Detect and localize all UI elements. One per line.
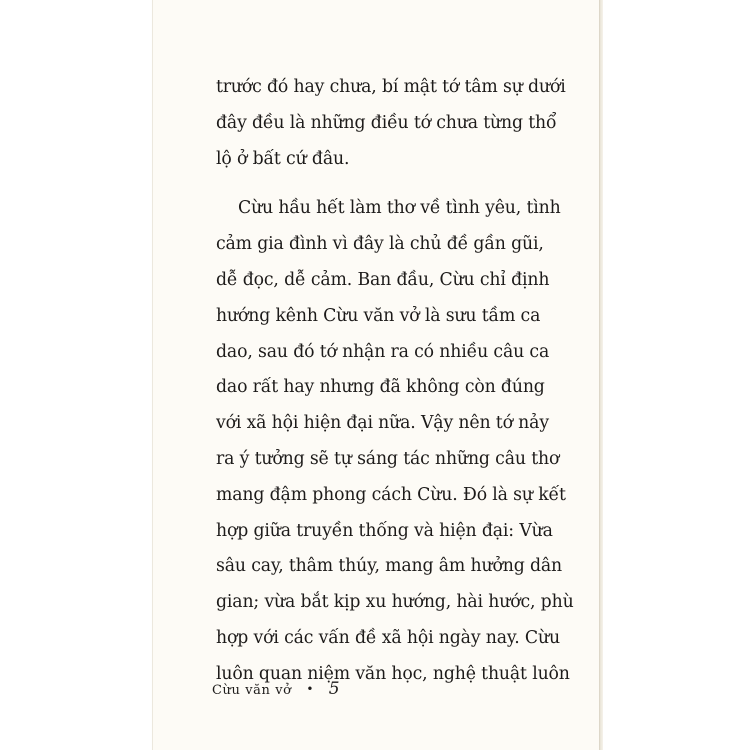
- page-number: 5: [328, 679, 341, 699]
- text-line: với xã hội hiện đại nữa. Vậy nên tớ nảy: [216, 413, 549, 434]
- running-title: Cừu văn vở: [212, 683, 292, 698]
- text-line: luôn quan niệm văn học, nghệ thuật luôn: [216, 663, 570, 684]
- text-line: Cừu hầu hết làm thơ về tình yêu, tình: [238, 198, 561, 219]
- text-line: hợp với các vấn đề xã hội ngày nay. Cừu: [216, 627, 560, 648]
- text-line: trước đó hay chưa, bí mật tớ tâm sự dưới: [216, 77, 566, 97]
- text-line: ra ý tưởng sẽ tự sáng tác những câu thơ: [216, 448, 560, 469]
- text-line: gian; vừa bắt kịp xu hướng, hài hước, phù: [216, 592, 574, 613]
- text-line: dễ đọc, dễ cảm. Ban đầu, Cừu chỉ định: [216, 269, 550, 290]
- text-line: đây đều là những điều tớ chưa từng thổ: [216, 112, 557, 133]
- body-text: [216, 70, 574, 693]
- text-line: cảm gia đình vì đây là chủ đề gần gũi,: [216, 234, 544, 255]
- paragraph-2: [216, 191, 574, 692]
- text-line: lộ ở bất cứ đâu.: [216, 148, 350, 169]
- text-line: hướng kênh Cừu văn vở là sưu tầm ca: [216, 305, 541, 326]
- text-line: dao rất hay nhưng đã không còn đúng: [216, 377, 545, 398]
- text-line: mang đậm phong cách Cừu. Đó là sự kết: [216, 484, 566, 505]
- page-edge: [600, 0, 603, 750]
- text-line: sâu cay, thâm thúy, mang âm hưởng dân: [216, 556, 562, 577]
- text-line: dao, sau đó tớ nhận ra có nhiều câu ca: [216, 341, 550, 362]
- book-page: [152, 0, 600, 750]
- footer-separator: •: [306, 682, 315, 696]
- page-footer: [212, 679, 340, 699]
- text-line: hợp giữa truyền thống và hiện đại: Vừa: [216, 520, 553, 541]
- paragraph-gap: [216, 177, 556, 191]
- paragraph-1: [216, 70, 566, 177]
